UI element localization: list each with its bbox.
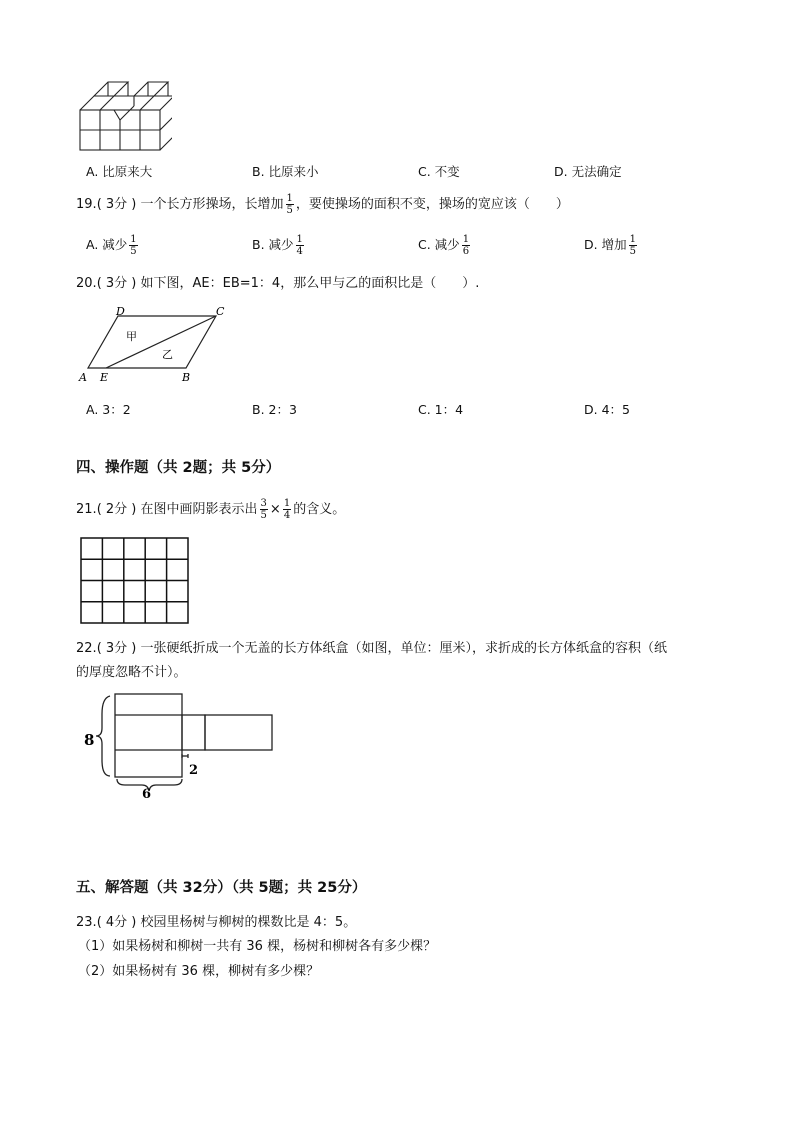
frac-num: 1 [130, 234, 137, 245]
frac-den: 5 [629, 246, 636, 257]
q20-score: ( 3分 ) [96, 276, 137, 291]
frac-den: 5 [130, 246, 137, 257]
q19-text-after: ，要使操场的面积不变，操场的宽应该（ ） [295, 197, 569, 212]
q18-option-c[interactable]: C. 不变 [418, 164, 460, 179]
q19-option-c[interactable] [418, 234, 472, 257]
q20-stem [76, 272, 479, 291]
q20-option-c[interactable]: C. 1：4 [418, 402, 464, 417]
q21-fraction-1 [260, 498, 268, 521]
option-label: C. 减少 [418, 237, 460, 252]
q19-option-a[interactable] [86, 234, 140, 257]
q21-score: ( 2分 ) [96, 502, 137, 517]
q19-fraction [286, 193, 294, 216]
q19-stem [76, 193, 569, 216]
frac-den: 4 [283, 510, 291, 521]
q23-stem [76, 911, 356, 930]
frac-num: 1 [462, 234, 470, 245]
q21-number: 21. [76, 502, 97, 517]
label-a: A [79, 371, 87, 384]
section-title-5: 五、解答题（共 32分）（共 5题；共 25分） [76, 880, 367, 896]
label-flap: 2 [189, 763, 199, 778]
q20-number: 20. [76, 276, 97, 291]
q22-score: ( 3分 ) [96, 641, 137, 656]
q18-option-d[interactable]: D. 无法确定 [554, 164, 622, 179]
option-fraction [629, 234, 637, 257]
option-label: D. 增加 [584, 237, 627, 252]
times-sign: × [269, 502, 281, 517]
grid-5x4-figure[interactable] [80, 537, 190, 625]
frac-num: 1 [286, 193, 293, 204]
q18-option-b[interactable]: B. 比原来小 [252, 164, 319, 179]
section-title-4: 四、操作题（共 2题；共 5分） [76, 460, 281, 476]
q19-score: ( 3分 ) [96, 197, 137, 212]
label-c: C [216, 305, 225, 318]
q20-option-b[interactable]: B. 2：3 [252, 402, 297, 417]
q20-option-d[interactable]: D. 4：5 [584, 402, 630, 417]
box-net-figure [80, 690, 280, 802]
frac-num: 1 [283, 498, 291, 509]
frac-den: 6 [462, 246, 470, 257]
frac-den: 5 [286, 205, 293, 216]
q19-option-d[interactable] [584, 234, 639, 257]
option-fraction [462, 234, 470, 257]
q21-stem [76, 498, 345, 521]
frac-den: 5 [260, 510, 267, 521]
frac-num: 3 [260, 498, 267, 509]
option-label: B. 减少 [252, 237, 294, 252]
q21-text-after: 的含义。 [293, 502, 346, 517]
q21-text-before: 在图中画阴影表示出 [140, 502, 258, 517]
label-width: 6 [142, 787, 152, 802]
option-fraction [296, 234, 304, 257]
option-fraction [129, 234, 137, 257]
q20-text: 如下图，AE：EB=1：4，那么甲与乙的面积比是（ ）. [140, 276, 480, 291]
q19-text-before: 一个长方形操场，长增加 [140, 197, 284, 212]
label-d: D [116, 305, 125, 318]
q23-number: 23. [76, 915, 97, 930]
q23-sub2: （2）如果杨树有 36 棵，柳树有多少棵？ [78, 964, 320, 979]
label-b: B [182, 371, 191, 384]
frac-den: 4 [296, 246, 303, 257]
frac-num: 1 [629, 234, 636, 245]
q20-option-a[interactable]: A. 3：2 [86, 402, 131, 417]
frac-num: 1 [296, 234, 303, 245]
label-jia: 甲 [126, 330, 137, 343]
q18-option-a[interactable]: A. 比原来大 [86, 164, 153, 179]
q19-number: 19. [76, 197, 97, 212]
q23-text: 校园里杨树与柳树的棵数比是 4：5。 [140, 915, 357, 930]
q19-option-b[interactable] [252, 234, 306, 257]
q22-stem-line1 [76, 637, 667, 656]
q23-score: ( 4分 ) [96, 915, 137, 930]
option-label: A. 减少 [86, 237, 128, 252]
q21-fraction-2 [283, 498, 291, 521]
label-height: 8 [84, 731, 95, 749]
q22-text: 一张硬纸折成一个无盖的长方体纸盒（如图，单位：厘米），求折成的长方体纸盒的容积（纸 [140, 641, 668, 656]
parallelogram-figure [76, 302, 236, 386]
cube-stack-figure [76, 80, 172, 154]
q22-stem-line2: 的厚度忽略不计）。 [76, 665, 187, 680]
q22-number: 22. [76, 641, 97, 656]
label-yi: 乙 [162, 348, 173, 361]
label-e: E [100, 371, 109, 384]
q23-sub1: （1）如果杨树和柳树一共有 36 棵，杨树和柳树各有多少棵？ [78, 939, 437, 954]
